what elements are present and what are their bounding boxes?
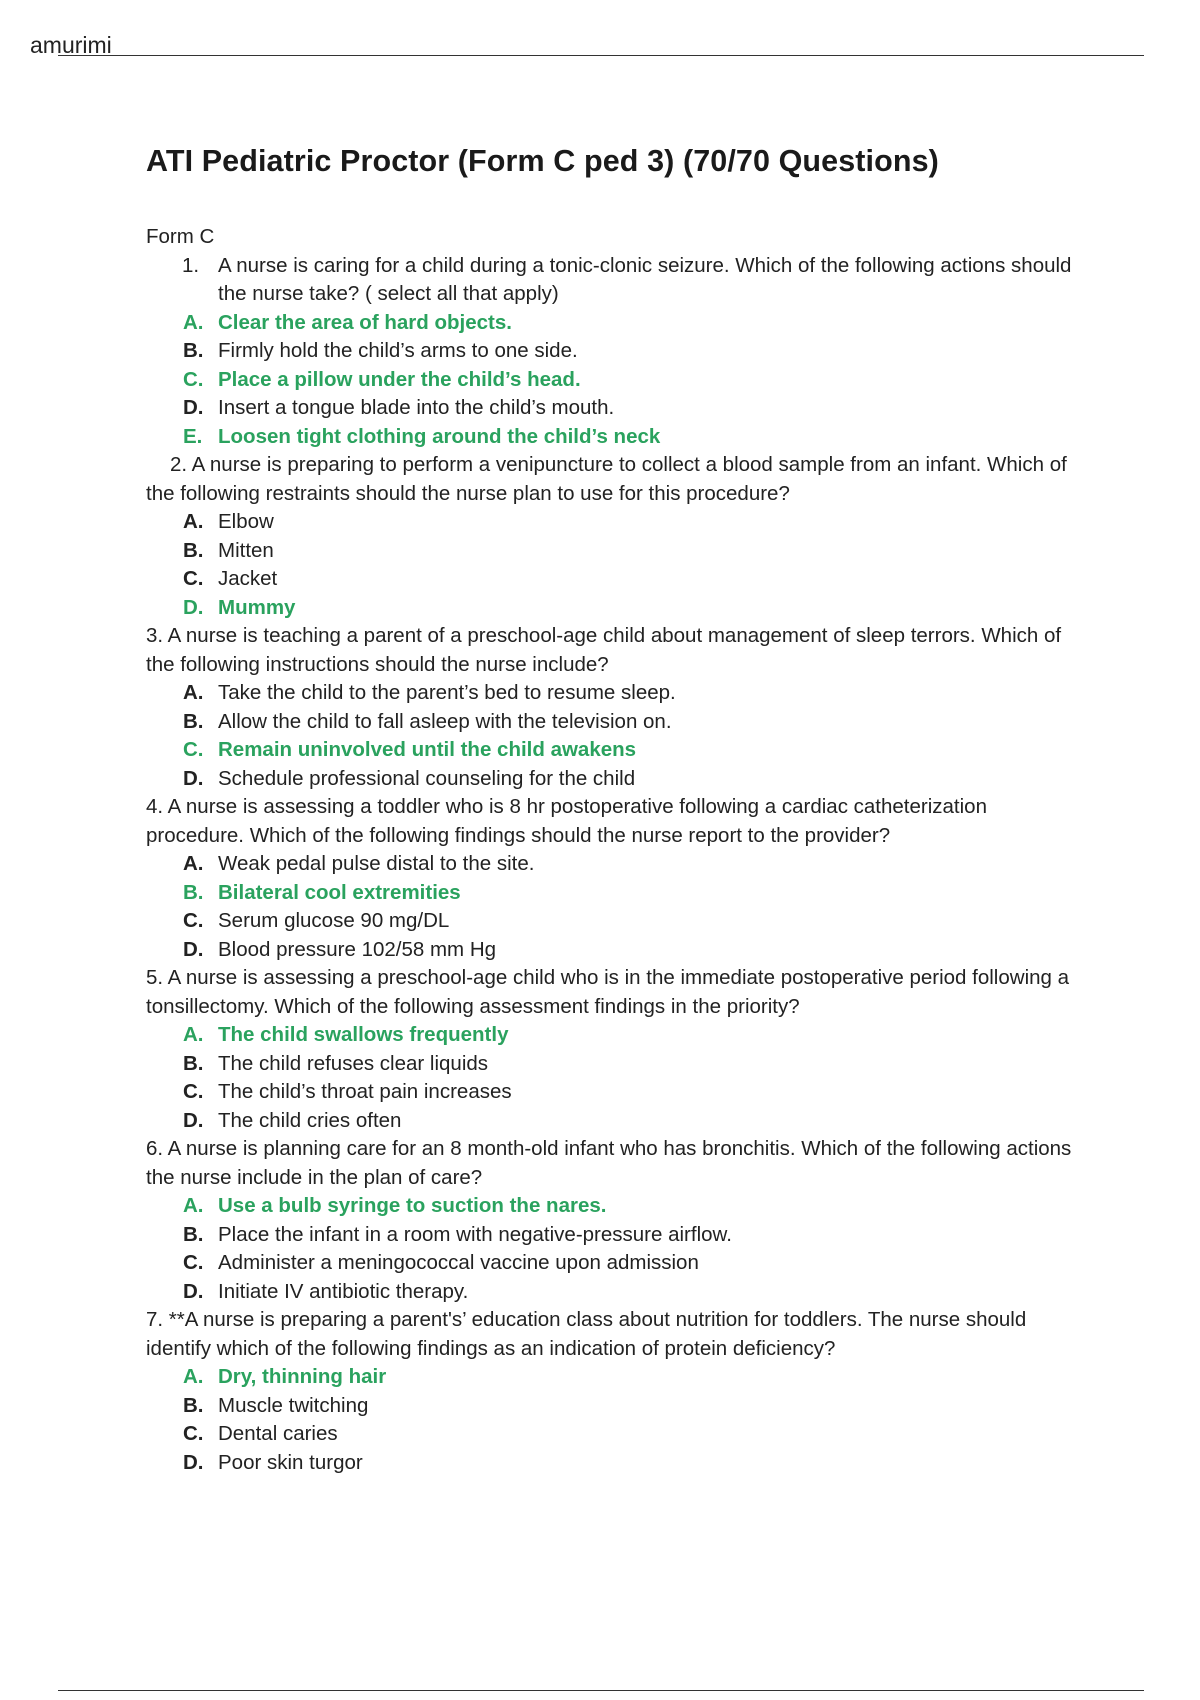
- question-text: 6. A nurse is planning care for an 8 month-old infant who has bronchitis. Which of the following actions the nurse include in the plan of care?: [146, 1137, 1072, 1189]
- form-label: Form C: [146, 225, 215, 248]
- option-text: Administer a meningococcal vaccine upon admission: [218, 1251, 699, 1274]
- option-letter: B.: [183, 1393, 204, 1417]
- option-text: Place a pillow under the child’s head.: [218, 367, 581, 391]
- option-letter: D.: [183, 1450, 204, 1474]
- option-letter: D.: [183, 1279, 204, 1303]
- option-text: Allow the child to fall asleep with the television on.: [218, 709, 672, 733]
- answer-option: [183, 1078, 1076, 1107]
- answer-option: [183, 1363, 1076, 1392]
- answer-option: [183, 1050, 1076, 1079]
- question-block: [146, 1306, 1076, 1477]
- question-block: [146, 964, 1076, 1135]
- option-text: Blood pressure 102/58 mm Hg: [218, 937, 497, 961]
- answer-option: [183, 907, 1076, 936]
- option-letter: B.: [183, 880, 204, 904]
- answer-option: [183, 423, 1076, 452]
- option-text: Schedule professional counseling for the child: [218, 766, 636, 790]
- question-block: [146, 1135, 1076, 1306]
- quiz-content: [146, 223, 1076, 1477]
- question-block: [146, 451, 1076, 622]
- option-text: Clear the area of hard objects.: [218, 310, 512, 334]
- option-letter: C.: [183, 1080, 204, 1103]
- option-text: Take the child to the parent’s bed to resume sleep.: [218, 681, 676, 704]
- option-letter: C.: [183, 367, 204, 391]
- option-letter: C.: [183, 1251, 204, 1274]
- options-list: [183, 679, 1076, 793]
- option-letter: A.: [183, 1194, 204, 1217]
- footer-divider: [58, 1690, 1144, 1691]
- answer-option: [183, 1192, 1076, 1221]
- option-letter: D.: [183, 595, 204, 619]
- option-letter: B.: [183, 538, 204, 562]
- option-letter: C.: [183, 1422, 204, 1445]
- answer-option: [183, 1107, 1076, 1136]
- option-letter: C.: [183, 909, 204, 932]
- option-text: Dry, thinning hair: [218, 1365, 387, 1388]
- header-divider: [58, 55, 1144, 56]
- question-block: [146, 793, 1076, 964]
- option-text: Muscle twitching: [218, 1393, 369, 1417]
- option-text: Bilateral cool extremities: [218, 880, 461, 904]
- option-letter: A.: [183, 510, 204, 533]
- options-list: [183, 1192, 1076, 1306]
- question-number: 1.: [182, 253, 200, 277]
- option-text: The child’s throat pain increases: [218, 1080, 512, 1103]
- option-letter: A.: [183, 681, 204, 704]
- question-block: [146, 252, 1076, 452]
- answer-option: [183, 1420, 1076, 1449]
- question-block: [146, 622, 1076, 793]
- question-text: 5. A nurse is assessing a preschool-age child who is in the immediate postoperative period following a tonsillectomy. Which of the following assessment findings in the priority?: [146, 966, 1070, 1018]
- option-letter: D.: [183, 1108, 204, 1132]
- answer-option: [183, 337, 1076, 366]
- option-letter: D.: [183, 766, 204, 790]
- question-text: 4. A nurse is assessing a toddler who is 8 hr postoperative following a cardiac catheterization procedure. Which of the following findings should the nurse report to the provider?: [146, 795, 987, 847]
- answer-option: [183, 1278, 1076, 1307]
- answer-option: [183, 508, 1076, 537]
- options-list: [183, 1363, 1076, 1477]
- option-letter: E.: [183, 424, 203, 448]
- options-list: [183, 309, 1076, 452]
- option-letter: A.: [183, 310, 204, 334]
- option-letter: A.: [183, 852, 204, 875]
- option-text: The child refuses clear liquids: [218, 1051, 489, 1075]
- answer-option: [183, 1221, 1076, 1250]
- answer-option: [183, 309, 1076, 338]
- options-list: [183, 850, 1076, 964]
- option-text: Poor skin turgor: [218, 1450, 363, 1474]
- answer-option: [183, 537, 1076, 566]
- option-text: Mitten: [218, 538, 274, 562]
- option-letter: B.: [183, 1222, 204, 1246]
- option-text: Elbow: [218, 510, 274, 533]
- answer-option: [183, 936, 1076, 965]
- answer-option: [183, 366, 1076, 395]
- option-text: Serum glucose 90 mg/DL: [218, 909, 450, 932]
- answer-option: [183, 1392, 1076, 1421]
- question-stem: A nurse is caring for a child during a tonic-clonic seizure. Which of the following actions should the nurse take? ( select all that apply): [218, 253, 1072, 305]
- answer-option: [183, 850, 1076, 879]
- answer-option: [183, 708, 1076, 737]
- option-letter: B.: [183, 339, 204, 362]
- answer-option: [183, 879, 1076, 908]
- option-letter: A.: [183, 1023, 204, 1046]
- answer-option: [183, 1021, 1076, 1050]
- header-username: amurimi: [30, 32, 112, 58]
- answer-option: [183, 765, 1076, 794]
- option-text: Insert a tongue blade into the child’s mouth.: [218, 396, 615, 419]
- answer-option: [183, 394, 1076, 423]
- answer-option: [183, 736, 1076, 765]
- options-list: [183, 508, 1076, 622]
- options-list: [183, 1021, 1076, 1135]
- option-letter: C.: [183, 738, 204, 761]
- answer-option: [183, 594, 1076, 623]
- option-text: Place the infant in a room with negative-pressure airflow.: [218, 1222, 732, 1246]
- document-title: ATI Pediatric Proctor (Form C ped 3) (70/70 Questions): [146, 144, 939, 178]
- question-text: 3. A nurse is teaching a parent of a preschool-age child about management of sleep terrors. Which of the following instructions should the nurse include?: [146, 624, 1062, 676]
- option-text: Dental caries: [218, 1422, 338, 1445]
- answer-option: [183, 565, 1076, 594]
- option-text: The child cries often: [218, 1108, 402, 1132]
- option-text: Loosen tight clothing around the child’s neck: [218, 424, 661, 448]
- option-text: Remain uninvolved until the child awakens: [218, 738, 637, 761]
- option-text: Initiate IV antibiotic therapy.: [218, 1279, 469, 1303]
- option-text: Firmly hold the child’s arms to one side.: [218, 339, 578, 362]
- question-text: [146, 252, 1076, 309]
- option-text: Weak pedal pulse distal to the site.: [218, 852, 535, 875]
- answer-option: [183, 679, 1076, 708]
- option-text: The child swallows frequently: [218, 1023, 509, 1046]
- option-letter: A.: [183, 1365, 204, 1388]
- option-letter: C.: [183, 567, 204, 590]
- option-text: Mummy: [218, 595, 296, 619]
- question-text: 7. **A nurse is preparing a parent's’ education class about nutrition for toddlers. The nurse should identify which of the following findings as an indication of protein deficiency?: [146, 1308, 1027, 1360]
- answer-option: [183, 1449, 1076, 1478]
- option-text: Jacket: [218, 567, 278, 590]
- option-letter: B.: [183, 1051, 204, 1075]
- option-letter: B.: [183, 709, 204, 733]
- answer-option: [183, 1249, 1076, 1278]
- option-letter: D.: [183, 396, 204, 419]
- question-text: 2. A nurse is preparing to perform a venipuncture to collect a blood sample from an infant. Which of the following restraints should the nurse plan to use for this procedure?: [146, 453, 1067, 505]
- option-letter: D.: [183, 937, 204, 961]
- option-text: Use a bulb syringe to suction the nares.: [218, 1194, 607, 1217]
